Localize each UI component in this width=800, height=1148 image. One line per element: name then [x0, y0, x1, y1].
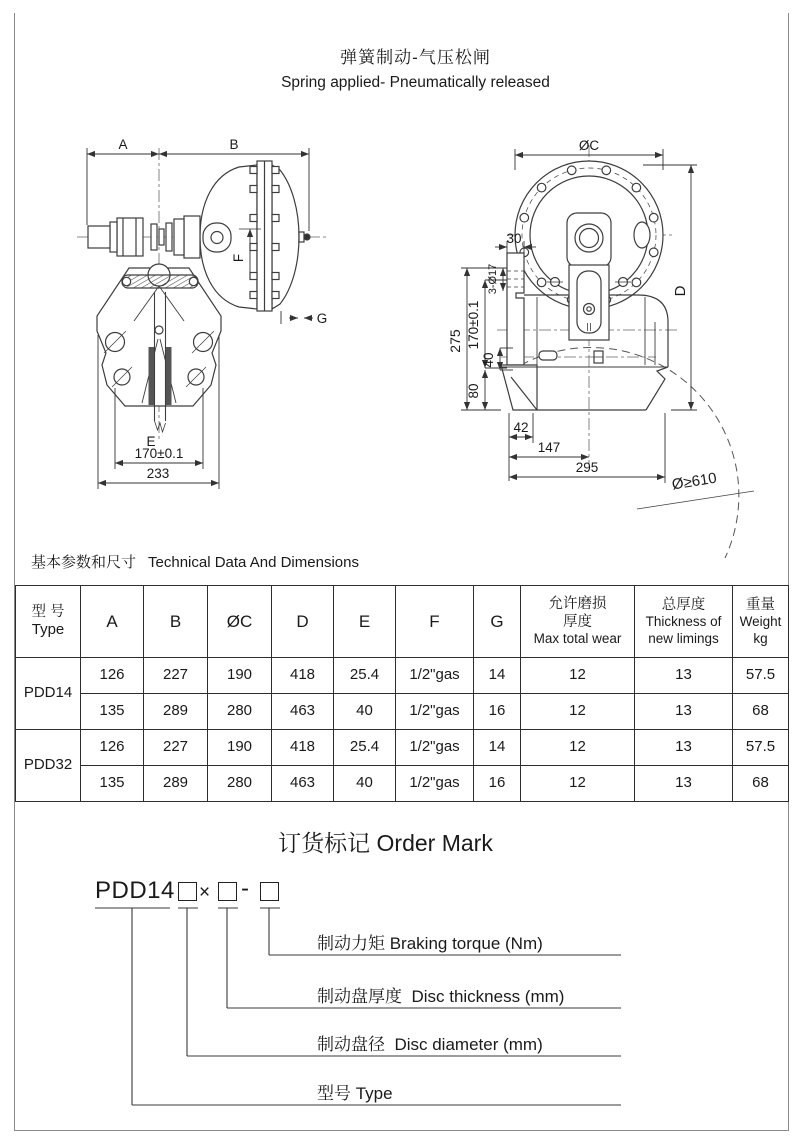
side-view-drawing	[71, 125, 381, 535]
title-block	[29, 43, 800, 92]
table-cell: 12	[521, 658, 635, 694]
table-cell: 135	[81, 766, 144, 802]
table-cell: 13	[635, 730, 733, 766]
order-label-braking-torque: 制动力矩 Braking torque (Nm)	[317, 934, 543, 953]
table-row	[16, 730, 789, 766]
hub-and-arm	[567, 213, 611, 340]
dim-oc-label: ØC	[578, 138, 600, 153]
dim-42-label: 42	[513, 420, 529, 435]
table-cell: 227	[144, 730, 208, 766]
table-cell: 289	[144, 694, 208, 730]
brake-caliper	[97, 264, 221, 406]
order-code-box	[260, 882, 279, 901]
table-cell: 418	[272, 730, 334, 766]
col-header-oc: ØC	[208, 586, 272, 658]
col-header-max-wear: 允许磨损 厚度 Max total wear	[521, 586, 635, 658]
order-code-dash: -	[241, 875, 249, 902]
table-cell: 25.4	[334, 730, 396, 766]
col-header-g: G	[474, 586, 521, 658]
order-code-box	[178, 882, 197, 901]
dim-f-label: F	[231, 253, 246, 263]
dim-80-label: 80	[466, 383, 481, 399]
order-label-disc-diameter: 制动盘径 Disc diameter (mm)	[317, 1035, 543, 1054]
table-cell: 16	[474, 766, 521, 802]
table-cell: 463	[272, 766, 334, 802]
table-cell: 463	[272, 694, 334, 730]
dim-147-label: 147	[537, 440, 561, 455]
table-cell: 13	[635, 694, 733, 730]
table-cell: 1/2"gas	[396, 766, 474, 802]
dim-g-label: G	[316, 311, 328, 326]
col-header-e: E	[334, 586, 396, 658]
table-cell: 227	[144, 658, 208, 694]
table-cell: 14	[474, 730, 521, 766]
order-code-multiply: ×	[199, 882, 211, 903]
col-header-f: F	[396, 586, 474, 658]
dim-170-label: 170±0.1	[134, 446, 184, 461]
front-view-drawing	[441, 125, 791, 565]
order-mark-title: 订货标记 Order Mark	[278, 830, 493, 856]
page-title-en: Spring applied- Pneumatically released	[281, 74, 550, 91]
table-cell: 1/2"gas	[396, 694, 474, 730]
table-cell: 135	[81, 694, 144, 730]
col-header-thickness: 总厚度 Thickness of new limings	[635, 586, 733, 658]
col-header-a: A	[81, 586, 144, 658]
table-cell: 13	[635, 658, 733, 694]
dim-295-label: 295	[575, 460, 599, 475]
order-label-disc-thickness: 制动盘厚度 Disc thickness (mm)	[317, 987, 565, 1006]
table-cell: 12	[521, 694, 635, 730]
table-cell: 1/2"gas	[396, 730, 474, 766]
dim-40-label: 40	[481, 352, 496, 368]
table-row	[16, 694, 789, 730]
table-cell: 12	[521, 766, 635, 802]
dim-disc-min-label: Ø≥610	[670, 469, 718, 494]
technical-data-table	[15, 585, 789, 802]
table-cell: 40	[334, 694, 396, 730]
table-cell: 14	[474, 658, 521, 694]
dim-3d17-label: 3-Ø17	[487, 263, 499, 295]
table-header-row	[16, 586, 789, 658]
order-label-type: 型号 Type	[317, 1084, 393, 1103]
col-header-d: D	[272, 586, 334, 658]
table-cell: 12	[521, 730, 635, 766]
table-cell: 25.4	[334, 658, 396, 694]
dim-e-label: E	[146, 434, 156, 449]
table-cell: 16	[474, 694, 521, 730]
table-cell: 1/2"gas	[396, 658, 474, 694]
dim-30-label: 30	[506, 231, 522, 246]
table-row	[16, 766, 789, 802]
col-header-weight: 重量 Weight kg	[733, 586, 789, 658]
dim-d-label: D	[672, 285, 689, 297]
table-cell: 40	[334, 766, 396, 802]
table-cell: 190	[208, 730, 272, 766]
order-code-prefix: PDD14	[95, 877, 175, 904]
table-cell: 68	[733, 694, 789, 730]
table-cell: 68	[733, 766, 789, 802]
table-row	[16, 658, 789, 694]
dim-a-label: A	[118, 137, 128, 152]
table-cell: 418	[272, 658, 334, 694]
type-cell: PDD14	[16, 658, 81, 730]
table-cell: 57.5	[733, 730, 789, 766]
page-title-cn: 弹簧制动-气压松闸	[340, 48, 491, 67]
dim-233-label: 233	[146, 466, 170, 481]
table-cell: 13	[635, 766, 733, 802]
type-cell: PDD32	[16, 730, 81, 802]
table-cell: 126	[81, 658, 144, 694]
table-section-heading	[31, 551, 359, 572]
col-header-b: B	[144, 586, 208, 658]
dim-275-label: 275	[447, 329, 463, 353]
table-cell: 190	[208, 658, 272, 694]
table-cell: 126	[81, 730, 144, 766]
air-chamber	[200, 161, 310, 311]
page-frame	[14, 13, 789, 1131]
order-code-box	[218, 882, 237, 901]
table-heading-en: Technical Data And Dimensions	[148, 554, 359, 571]
dim-b-label: B	[229, 137, 239, 152]
table-heading-cn: 基本参数和尺寸	[31, 554, 137, 571]
table-cell: 289	[144, 766, 208, 802]
dim-170-label: 170±0.1	[466, 300, 481, 350]
table-cell: 57.5	[733, 658, 789, 694]
table-cell: 280	[208, 694, 272, 730]
table-cell: 280	[208, 766, 272, 802]
col-header-type: 型 号 Type	[16, 586, 81, 658]
